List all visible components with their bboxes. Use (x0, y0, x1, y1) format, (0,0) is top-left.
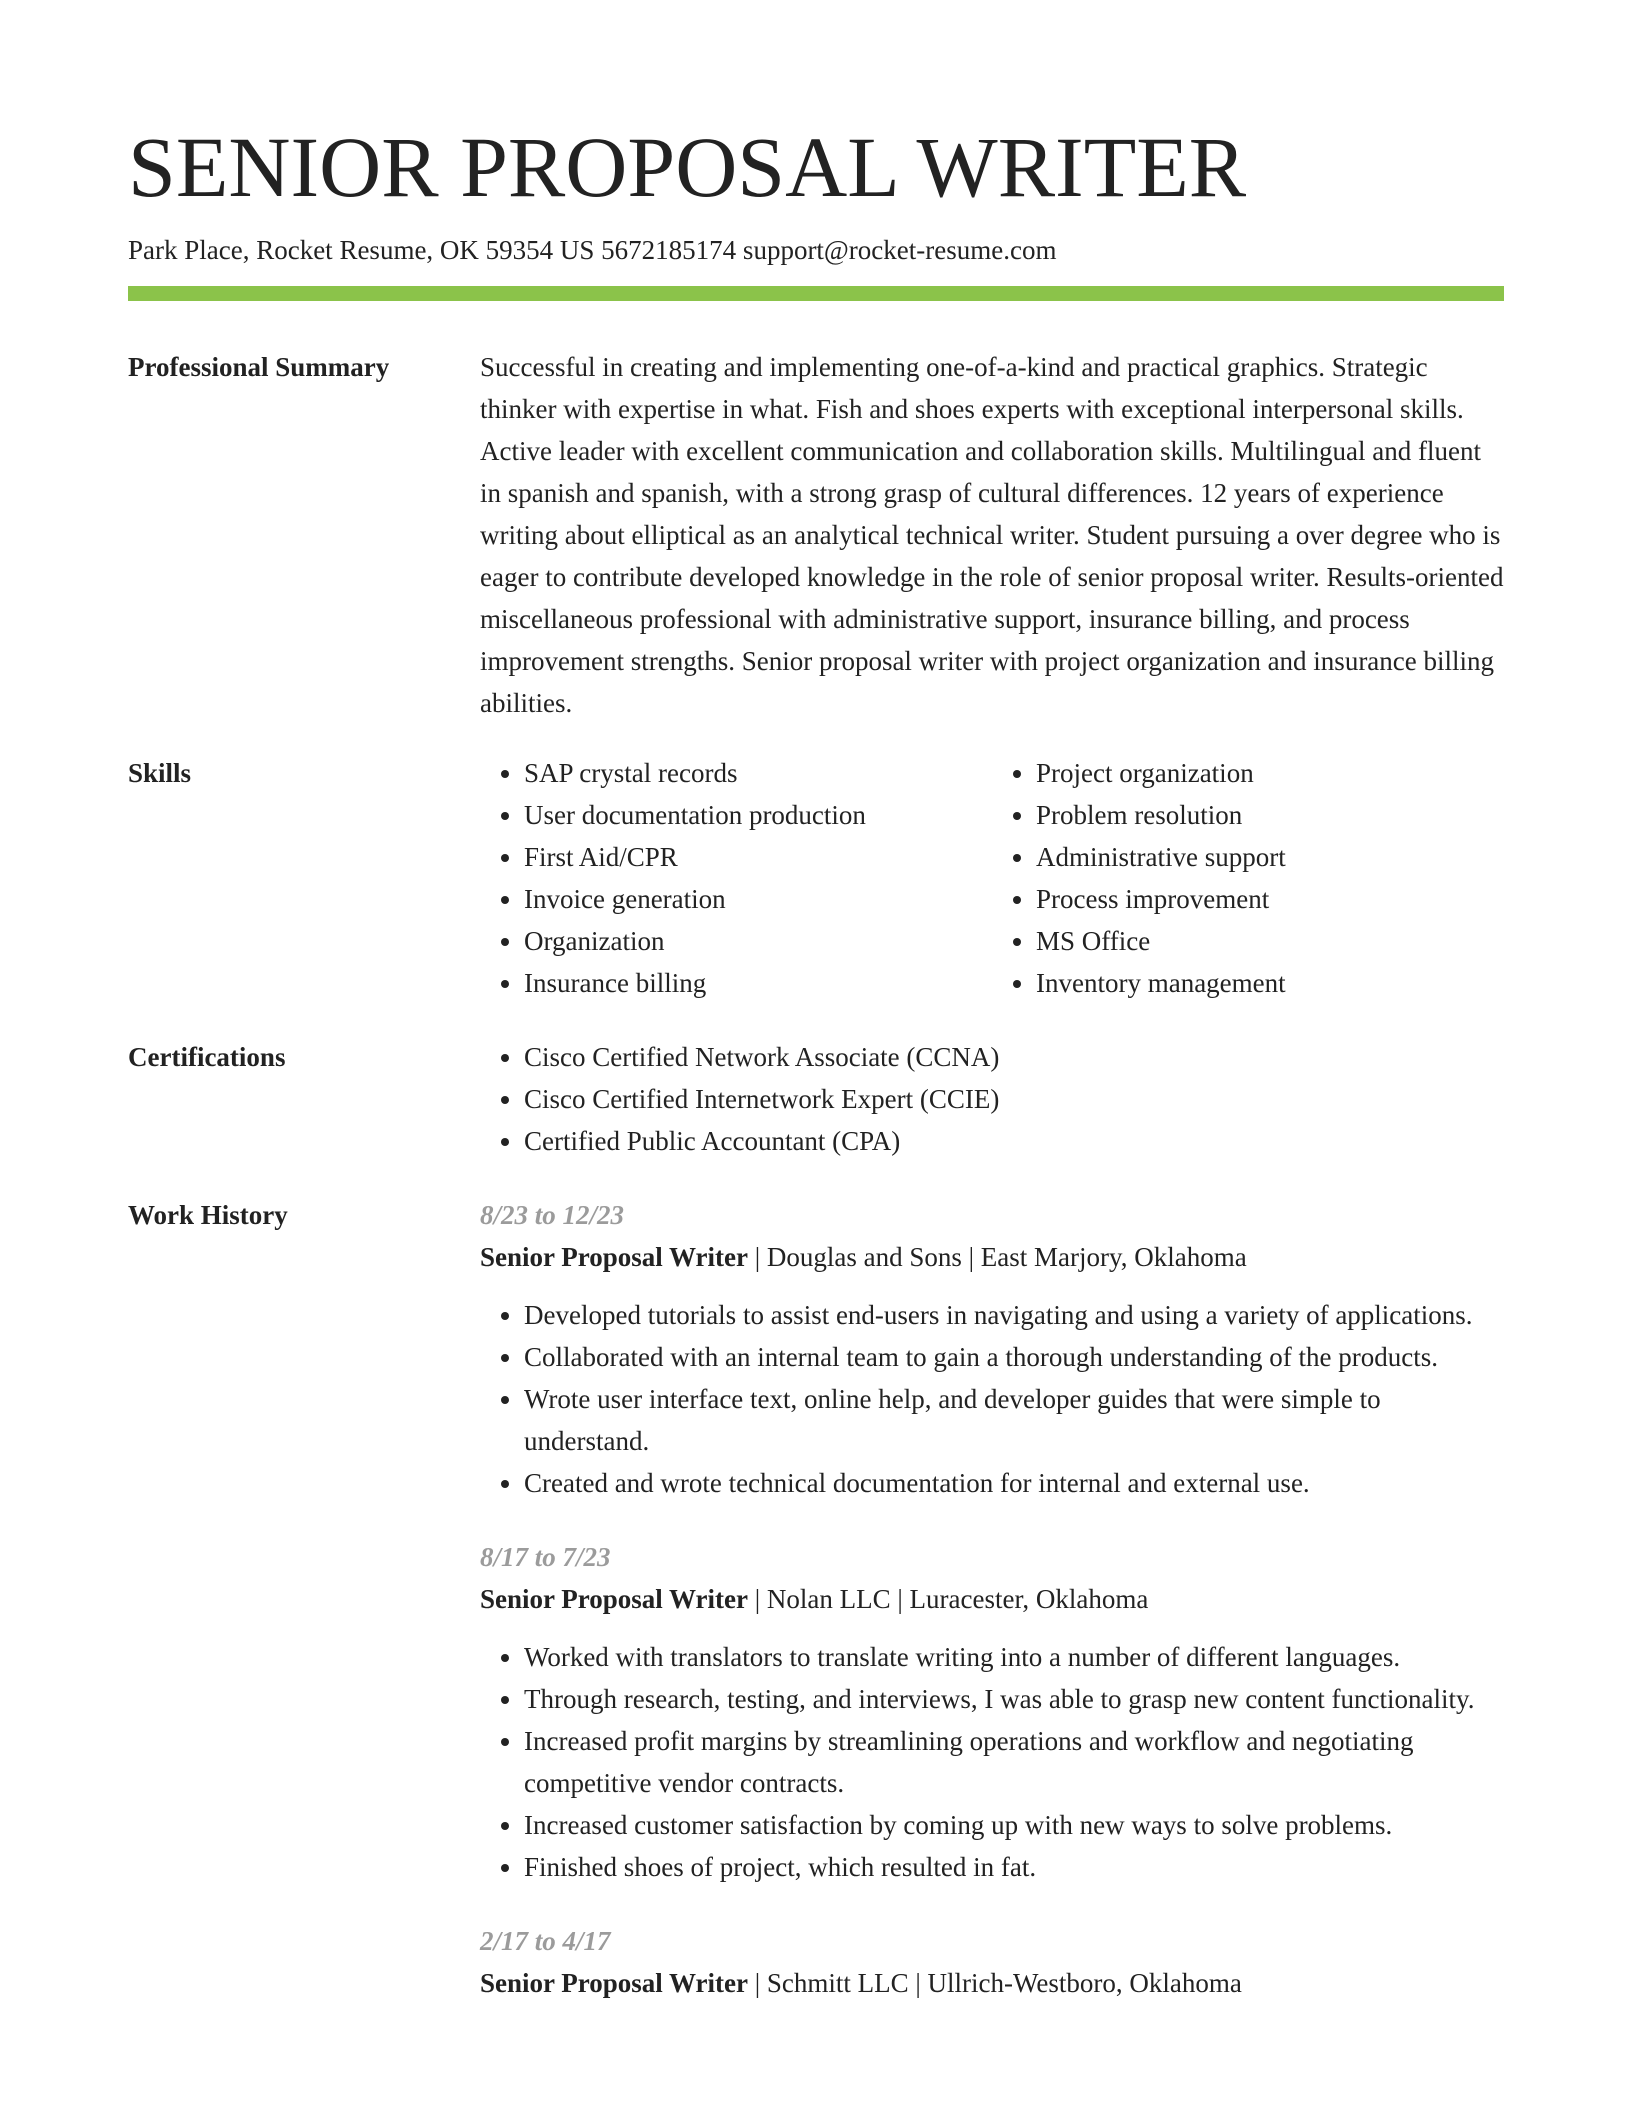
skill-item: • Organization (524, 920, 992, 962)
skill-item: • Process improvement (1036, 878, 1504, 920)
job-details: | Schmitt LLC | Ullrich-Westboro, Oklahoma (748, 1968, 1242, 1998)
accent-rule (128, 286, 1504, 301)
summary-body (480, 346, 1504, 724)
job-bullet: • Developed tutorials to assist end-users in navigating and using a variety of applications. (524, 1294, 1504, 1336)
skills-list-right (992, 752, 1504, 1004)
skills-body (480, 752, 1504, 1004)
certification-item: • Cisco Certified Internetwork Expert (CCIE) (524, 1078, 1504, 1120)
job-title: Senior Proposal Writer (480, 1242, 748, 1272)
job-dates: 2/17 to 4/17 (480, 1926, 611, 1956)
certifications-list (480, 1036, 1504, 1162)
job-bullet: • Through research, testing, and interviews, I was able to grasp new content functionality. (524, 1678, 1504, 1720)
skill-item: • User documentation production (524, 794, 992, 836)
summary-label: Professional Summary (128, 352, 390, 382)
skill-item: • Insurance billing (524, 962, 992, 1004)
skill-item: • Invoice generation (524, 878, 992, 920)
work-history-body (480, 1194, 1504, 2004)
job-bullets (480, 1636, 1504, 1888)
job-bullet: • Collaborated with an internal team to gain a thorough understanding of the products. (524, 1336, 1504, 1378)
skill-item: • SAP crystal records (524, 752, 992, 794)
job-heading (480, 1578, 1504, 1620)
job-bullet: • Increased profit margins by streamlining operations and workflow and negotiating competitive vendor contracts. (524, 1720, 1504, 1804)
certifications-label: Certifications (128, 1042, 286, 1072)
job-entry (480, 1194, 1504, 1504)
skills-label: Skills (128, 758, 192, 788)
job-bullet: • Created and wrote technical documentation for internal and external use. (524, 1462, 1504, 1504)
contact-line: Park Place, Rocket Resume, OK 59354 US 5672185174 support@rocket-resume.com (128, 235, 1057, 265)
job-details: | Douglas and Sons | East Marjory, Oklahoma (748, 1242, 1247, 1272)
job-bullet: • Increased customer satisfaction by coming up with new ways to solve problems. (524, 1804, 1504, 1846)
skill-item: • Problem resolution (1036, 794, 1504, 836)
certification-item: • Certified Public Accountant (CPA) (524, 1120, 1504, 1162)
job-dates: 8/17 to 7/23 (480, 1542, 611, 1572)
skill-item: • First Aid/CPR (524, 836, 992, 878)
certifications-body (480, 1036, 1504, 1162)
resume-name: SENIOR PROPOSAL WRITER (128, 119, 1247, 215)
skills-list-left (480, 752, 992, 1004)
job-title: Senior Proposal Writer (480, 1584, 748, 1614)
job-heading (480, 1962, 1504, 2004)
job-bullet: • Finished shoes of project, which resulted in fat. (524, 1846, 1504, 1888)
job-bullet: • Worked with translators to translate writing into a number of different languages. (524, 1636, 1504, 1678)
skill-item: • Project organization (1036, 752, 1504, 794)
job-entry (480, 1536, 1504, 1888)
skill-item: • Administrative support (1036, 836, 1504, 878)
job-bullets (480, 1294, 1504, 1504)
work-history-label: Work History (128, 1200, 288, 1230)
job-bullet: • Wrote user interface text, online help, and developer guides that were simple to understand. (524, 1378, 1504, 1462)
skill-item: • Inventory management (1036, 962, 1504, 1004)
job-entry (480, 1920, 1504, 2004)
summary-text: Successful in creating and implementing one-of-a-kind and practical graphics. Strategic thinker with expertise in what. Fish and shoes experts with exceptional interpersonal skills. Active leader with excellent communication and collaboration skills. Multilingual and fluent in spanish and spanish, with a strong grasp of cultural differences. 12 years of experience writing about elliptical as an analytical technical writer. Student pursuing a over degree who is eager to contribute developed knowledge in the role of senior proposal writer. Results-oriented miscellaneous professional with administrative support, insurance billing, and process improvement strengths. Senior proposal writer with project organization and insurance billing abilities. (480, 352, 1504, 718)
job-dates: 8/23 to 12/23 (480, 1200, 625, 1230)
skill-item: • MS Office (1036, 920, 1504, 962)
certification-item: • Cisco Certified Network Associate (CCNA) (524, 1036, 1504, 1078)
job-heading (480, 1236, 1504, 1278)
job-details: | Nolan LLC | Luracester, Oklahoma (748, 1584, 1149, 1614)
job-title: Senior Proposal Writer (480, 1968, 748, 1998)
